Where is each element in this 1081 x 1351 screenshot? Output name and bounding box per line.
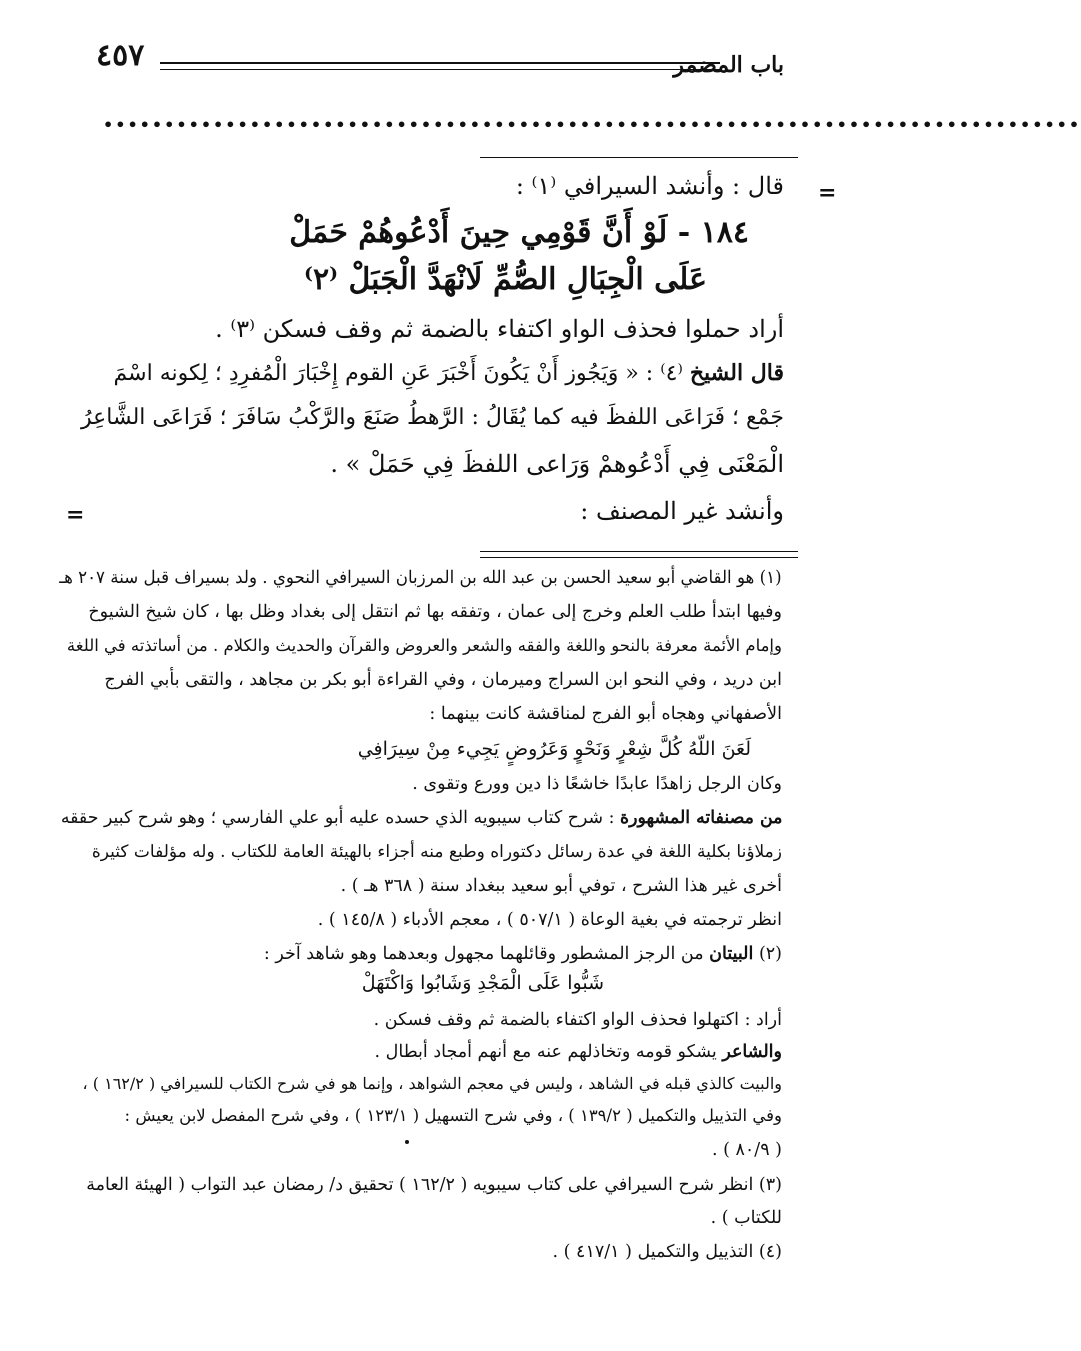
main-line: قال الشيخ ⁽٤⁾ : « وَيَجُوز أَنْ يَكُونَ أَخْبَرَ عَنِ القوم إِخْبَارَ الْمُفرِدِ ؛ لِكونه اسْمَ — [113, 360, 784, 386]
bold-lead: قال الشيخ — [689, 360, 784, 386]
footnote-line: أراد : اكتهلوا فحذف الواو اكتفاء بالضمة ثم وقف فسكن . — [373, 1010, 782, 1030]
footnote-separator-second — [480, 557, 798, 558]
bold-lead: من مصنفاته المشهورة — [619, 808, 782, 828]
footnote-line: (١) هو القاضي أبو سعيد الحسن بن عبد الله بن المرزبان السيرافي النحوي . ولد بسيراف قبل سنة ٢٠٧ هـ — [59, 568, 782, 588]
footnote-line: من مصنفاته المشهورة : شرح كتاب سيبويه الذي حسده عليه أبو علي الفارسي ؛ وهو شرح كبير حققه — [60, 808, 782, 828]
footnote-line: والبيت كالذي قبله في الشاهد ، وليس في معجم الشواهد ، وإنما هو في شرح الكتاب للسيرافي ( ١٦٢/٢ ) ، — [82, 1074, 782, 1093]
footnote-line: (٤) التذييل والتكميل ( ٤١٧/١ ) . — [552, 1242, 782, 1262]
footnote-line: (٢) البيتان من الرجز المشطور وقائلهما مجهول وبعدهما وهو شاهد آخر : — [263, 944, 782, 964]
footnote-line: الأصفهاني وهجاه أبو الفرج لمناقشة كانت بينهما : — [429, 704, 782, 724]
footnote-line: ابن دريد ، وفي النحو ابن السراج وميرمان ، وفي القراءة أبو بكر بن مجاهد ، والتقى بأبي الفرج — [104, 670, 782, 690]
footnote-line: ( ٨٠/٩ ) . — [711, 1140, 782, 1160]
footnote-line: والشاعر يشكو قومه وتخاذلهم عنه مع أنهم أمجاد أبطال . — [374, 1042, 782, 1062]
footnote-verse: شَبُّوا عَلَى الْمَجْدِ وَشَابُوا وَاكْتَهَلْ — [361, 972, 604, 994]
header-rule-thin — [160, 69, 720, 70]
footnote-line: أخرى غير هذا الشرح ، توفي أبو سعيد ببغداد سنة ( ٣٦٨ هـ ) . — [340, 876, 782, 896]
main-line: الْمَعْنَى فِي أَدْعُوهمْ وَرَاعى اللفظَ فِي حَمَلْ » . — [330, 450, 784, 478]
chapter-title: باب المضمر — [673, 52, 784, 78]
footnote-line: (٣) انظر شرح السيرافي على كتاب سيبويه ( ١٦٢/٢ ) تحقيق د/ رمضان عبد التواب ( الهيئة العامة — [86, 1175, 782, 1195]
verse-line: عَلَى الْجِبَالِ الصُّمِّ لَانْهَدَّ الْجَبَلْ ⁽٢⁾ — [304, 262, 707, 297]
margin-mark: = — [66, 502, 85, 528]
footnote-line: انظر ترجمته في بغية الوعاة ( ٥٠٧/١ ) ، معجم الأدباء ( ١٤٥/٨ ) . — [317, 910, 782, 930]
footnote-verse: لَعَنَ اللّهُ كُلَّ شِعْرٍ وَنَحْوٍ وَعَرُوضٍ يَجِيء مِنْ سِيرَافِي — [357, 738, 751, 760]
header-rule — [160, 62, 720, 64]
footnote-line: زملاؤنا بكلية اللغة في عدة رسائل دكتوراه وطبع منه أجزاء بالهيئة العامة للكتاب . وله مؤلفات كثيرة — [91, 842, 782, 862]
dotted-divider: •••••••••••••••••••••••••••••••••••••••••••••••••••••••••••••••••••••••••••••••• — [103, 115, 1081, 134]
verse-line: ١٨٤ - لَوْ أَنَّ قَوْمِي حِينَ أَدْعُوهُمْ حَمَلْ — [289, 215, 749, 250]
footnote-separator — [480, 551, 798, 552]
footnote-line: وفيها ابتدأ طلب العلم وخرج إلى عمان ، وتفقه بها ثم انتقل إلى بغداد وظل بها ، كان شيخ الشيوخ — [88, 602, 782, 622]
main-line: قال : وأنشد السيرافي ⁽١⁾ : — [515, 172, 784, 200]
footnote-line: وكان الرجل زاهدًا عابدًا خاشعًا ذا دين وورع وتقوى . — [412, 774, 782, 794]
footnote-line: للكتاب ) . — [710, 1208, 782, 1228]
footnote-line: وإمام الأئمة معرفة بالنحو واللغة والفقه والشعر والعروض والقرآن والحديث والكلام . من أساتذته في اللغة — [66, 636, 782, 655]
bold-lead: البيتان — [709, 944, 754, 964]
main-line: وأنشد غير المصنف : — [580, 497, 784, 525]
stray-dot — [405, 1140, 409, 1144]
page-number: ٤٥٧ — [96, 38, 145, 73]
footnote-line: وفي التذييل والتكميل ( ١٣٩/٢ ) ، وفي شرح التسهيل ( ١٢٣/١ ) ، وفي شرح المفصل لابن يعيش : — [124, 1106, 782, 1125]
main-line: جَمْع ؛ فَرَاعَى اللفظَ فيه كما يُقَالُ : الرَّهطُ صَنَعَ والرَّكْبُ سَافَرَ ؛ فَرَاعَى الشَّاعِرُ — [80, 405, 784, 430]
bold-lead: والشاعر — [722, 1042, 782, 1062]
main-line: أراد حملوا فحذف الواو اكتفاء بالضمة ثم وقف فسكن ⁽٣⁾ . — [215, 315, 784, 343]
margin-mark: = — [818, 180, 837, 206]
section-rule — [480, 157, 798, 158]
